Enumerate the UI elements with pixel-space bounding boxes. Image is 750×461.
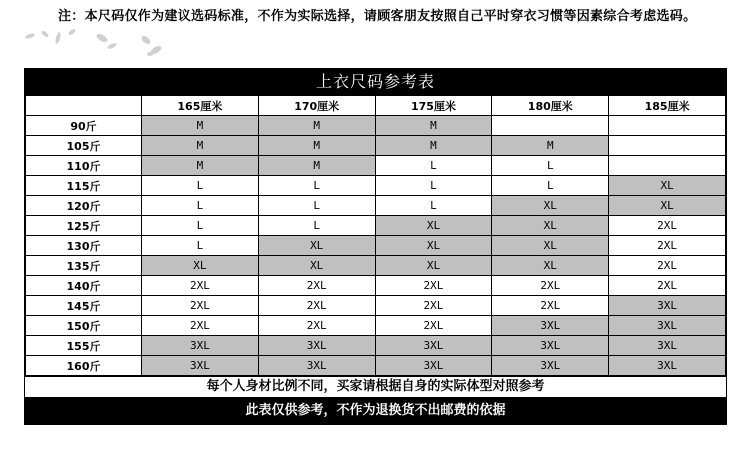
header-height: 165厘米 [142,96,259,116]
weight-label: 120斤 [26,196,142,216]
size-cell: 2XL [258,316,375,336]
size-cell: 3XL [492,356,609,376]
size-cell: 2XL [375,296,492,316]
size-cell: L [142,196,259,216]
size-cell: M [258,116,375,136]
size-table [25,95,726,376]
size-cell: XL [492,256,609,276]
size-cell: L [258,196,375,216]
size-table-body [26,116,726,376]
table-row [26,136,726,156]
size-cell: XL [258,256,375,276]
table-row [26,316,726,336]
size-cell: 3XL [609,296,726,316]
table-row [26,336,726,356]
size-cell: L [142,176,259,196]
size-cell [492,116,609,136]
size-chart [24,68,727,425]
size-cell: XL [258,236,375,256]
table-row [26,156,726,176]
header-height: 185厘米 [609,96,726,116]
size-cell: XL [375,236,492,256]
size-cell: 2XL [609,236,726,256]
size-cell: XL [375,256,492,276]
size-cell: 2XL [609,256,726,276]
table-row [26,216,726,236]
size-cell: 2XL [142,316,259,336]
size-cell: 2XL [142,276,259,296]
size-cell: 2XL [258,276,375,296]
size-cell: L [142,236,259,256]
weight-label: 140斤 [26,276,142,296]
size-cell: XL [492,196,609,216]
size-cell: 3XL [492,316,609,336]
size-cell: L [492,156,609,176]
size-cell: 3XL [375,356,492,376]
weight-label: 115斤 [26,176,142,196]
header-corner [26,96,142,116]
size-cell: XL [492,236,609,256]
size-cell: 3XL [375,336,492,356]
size-cell: XL [609,196,726,216]
size-cell: 3XL [609,356,726,376]
size-cell: 2XL [258,296,375,316]
size-cell: L [375,176,492,196]
weight-label: 110斤 [26,156,142,176]
size-cell: L [375,196,492,216]
size-cell: 2XL [492,276,609,296]
footer-note: 每个人身材比例不同，买家请根据自身的实际体型对照参考 [25,376,726,397]
size-cell: XL [609,176,726,196]
table-row [26,356,726,376]
size-cell: 2XL [609,216,726,236]
size-cell: 2XL [609,276,726,296]
disclaimer-bar: 此表仅供参考，不作为退换货不出邮费的依据 [25,397,726,424]
size-disclaimer-note: 注：本尺码仅作为建议选码标准，不作为实际选择，请顾客朋友按照自己平时穿衣习惯等因素综合考虑选码。 [58,9,697,24]
weight-label: 155斤 [26,336,142,356]
size-cell: L [142,216,259,236]
header-height: 175厘米 [375,96,492,116]
size-cell: 3XL [609,336,726,356]
header-height: 170厘米 [258,96,375,116]
size-cell: 2XL [492,296,609,316]
size-cell: 3XL [492,336,609,356]
table-row [26,276,726,296]
weight-label: 145斤 [26,296,142,316]
size-cell: M [375,116,492,136]
size-cell: M [258,156,375,176]
size-cell: M [142,136,259,156]
size-cell: 2XL [375,276,492,296]
size-cell: XL [492,216,609,236]
weight-label: 160斤 [26,356,142,376]
size-cell: M [258,136,375,156]
weight-label: 105斤 [26,136,142,156]
size-cell [609,116,726,136]
size-cell [609,156,726,176]
size-cell: L [258,216,375,236]
weight-label: 150斤 [26,316,142,336]
size-cell: L [492,176,609,196]
size-cell: 2XL [375,316,492,336]
size-cell: M [375,136,492,156]
size-cell: 3XL [142,356,259,376]
table-row [26,196,726,216]
size-cell: XL [142,256,259,276]
size-cell: XL [375,216,492,236]
size-cell: 2XL [142,296,259,316]
size-cell: M [142,116,259,136]
table-row [26,236,726,256]
size-cell [609,136,726,156]
chart-title: 上衣尺码参考表 [25,69,726,95]
weight-label: 90斤 [26,116,142,136]
size-cell: M [142,156,259,176]
header-row [26,96,726,116]
size-cell: L [375,156,492,176]
size-cell: M [492,136,609,156]
table-row [26,256,726,276]
table-row [26,116,726,136]
table-row [26,296,726,316]
size-cell: 3XL [258,336,375,356]
table-row [26,176,726,196]
weight-label: 125斤 [26,216,142,236]
size-cell: 3XL [609,316,726,336]
size-cell: 3XL [258,356,375,376]
size-cell: 3XL [142,336,259,356]
size-cell: L [258,176,375,196]
header-height: 180厘米 [492,96,609,116]
weight-label: 135斤 [26,256,142,276]
weight-label: 130斤 [26,236,142,256]
